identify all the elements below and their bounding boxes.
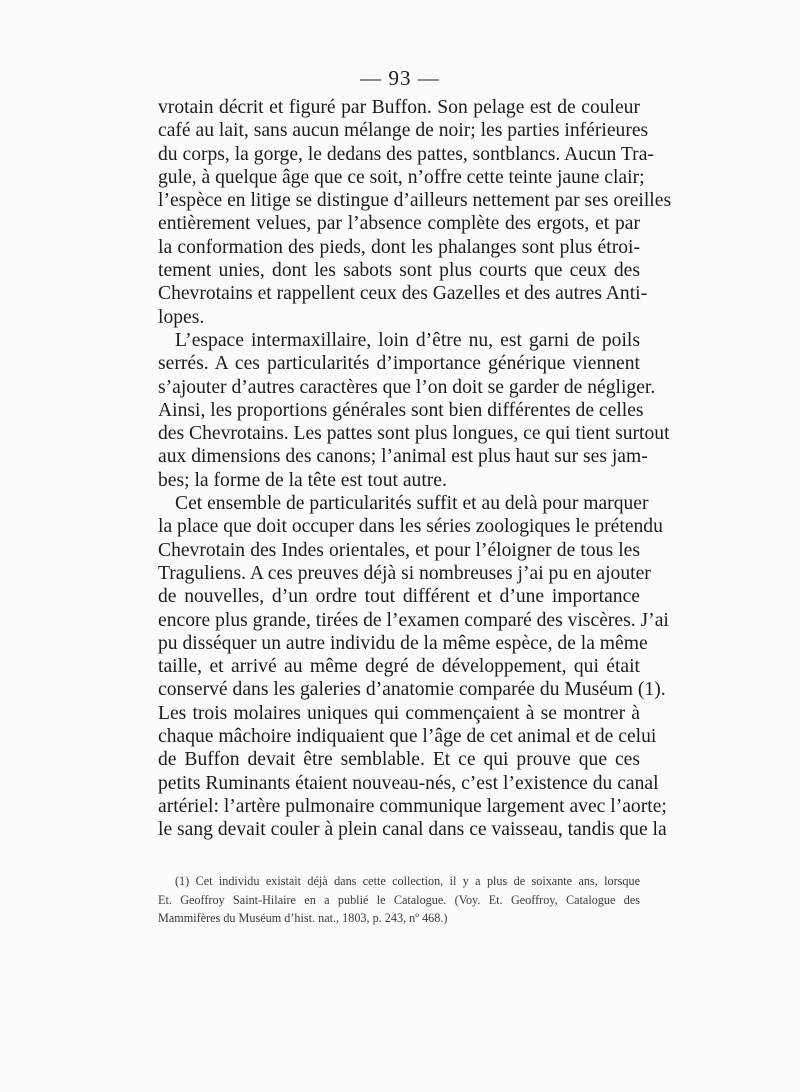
text-line: des Chevrotains. Les pattes sont plus longues, ce qui tient surtout: [158, 423, 670, 445]
text-line: s’ajouter d’autres caractères que l’on doit se garder de négliger.: [158, 376, 656, 398]
text-line: Chevrotains et rappellent ceux des Gazelles et des autres Anti-: [158, 283, 648, 305]
text-line: petits Ruminants étaient nouveau-nés, c’est l’existence du canal: [158, 772, 659, 794]
text-line: Chevrotain des Indes orientales, et pour l’éloigner de tous les: [158, 539, 640, 561]
text-line: artériel: l’artère pulmonaire communique largement avec l’aorte;: [158, 795, 667, 817]
text-line: de Buffon devait être semblable. Et ce qui prouve que ces: [158, 749, 640, 771]
text-line: entièrement velues, par l’absence complète des ergots, et par: [158, 213, 640, 235]
text-line: pu disséquer un autre individu de la même espèce, de la même: [158, 632, 648, 654]
text-line: encore plus grande, tirées de l’examen comparé des viscères. J’ai: [158, 609, 669, 631]
paragraph-2: [158, 329, 670, 492]
footnote: [158, 872, 640, 928]
text-line: de nouvelles, d’un ordre tout différent et d’une importance: [158, 586, 640, 608]
text-line: l’espèce en litige se distingue d’ailleurs nettement par ses oreilles: [158, 190, 672, 212]
footnote-line: Et. Geoffroy Saint-Hilaire en a publié le Catalogue. (Voy. Et. Geoffroy, Catalogue des: [158, 892, 640, 907]
text-line: tement unies, dont les sabots sont plus courts que ceux des: [158, 260, 640, 282]
text-line: taille, et arrivé au même degré de développement, qui était: [158, 656, 640, 678]
text-line: du corps, la gorge, le dedans des pattes, sontblancs. Aucun Tra-: [158, 143, 654, 165]
text-line: le sang devait couler à plein canal dans ce vaisseau, tandis que la: [158, 819, 667, 841]
text-line: la place que doit occuper dans les séries zoologiques le prétendu: [158, 516, 663, 538]
text-line: Ainsi, les proportions générales sont bien différentes de celles: [158, 399, 644, 421]
text-line: conservé dans les galeries d’anatomie comparée du Muséum (1).: [158, 679, 666, 701]
paragraph-1: [158, 96, 672, 329]
page-number: — 93 —: [360, 66, 440, 90]
text-line: L’espace intermaxillaire, loin d’être nu, est garni de poils: [175, 329, 640, 351]
text-line: aux dimensions des canons; l’animal est plus haut sur ses jam-: [158, 446, 648, 468]
footnote-line: Mammifères du Muséum d’hist. nat., 1803, p. 243, nº 468.): [158, 911, 448, 925]
text-line: café au lait, sans aucun mélange de noir; les parties inférieures: [158, 120, 649, 142]
text-line: chaque mâchoire indiquaient que l’âge de cet animal et de celui: [158, 726, 657, 748]
footnote-line: (1) Cet individu existait déjà dans cette collection, il y a plus de soixante ans, lorsque: [175, 874, 640, 888]
text-line: gule, à quelque âge que ce soit, n’offre cette teinte jaune clair;: [158, 166, 645, 188]
text-line: bes; la forme de la tête est tout autre.: [158, 469, 447, 491]
text-line: vrotain décrit et figuré par Buffon. Son pelage est de couleur: [158, 97, 640, 118]
text-line: lopes.: [158, 306, 205, 328]
text-line: Cet ensemble de particularités suffit et au delà pour marquer: [175, 493, 649, 515]
text-line: serrés. A ces particularités d’importance générique viennent: [158, 353, 640, 375]
body-text: [158, 96, 672, 842]
paragraph-3: [158, 492, 669, 841]
text-line: Les trois molaires uniques qui commençaient à se montrer à: [158, 702, 640, 724]
text-line: Traguliens. A ces preuves déjà si nombreuses j’ai pu en ajouter: [158, 562, 651, 584]
text-line: la conformation des pieds, dont les phalanges sont plus étroi-: [158, 236, 640, 258]
